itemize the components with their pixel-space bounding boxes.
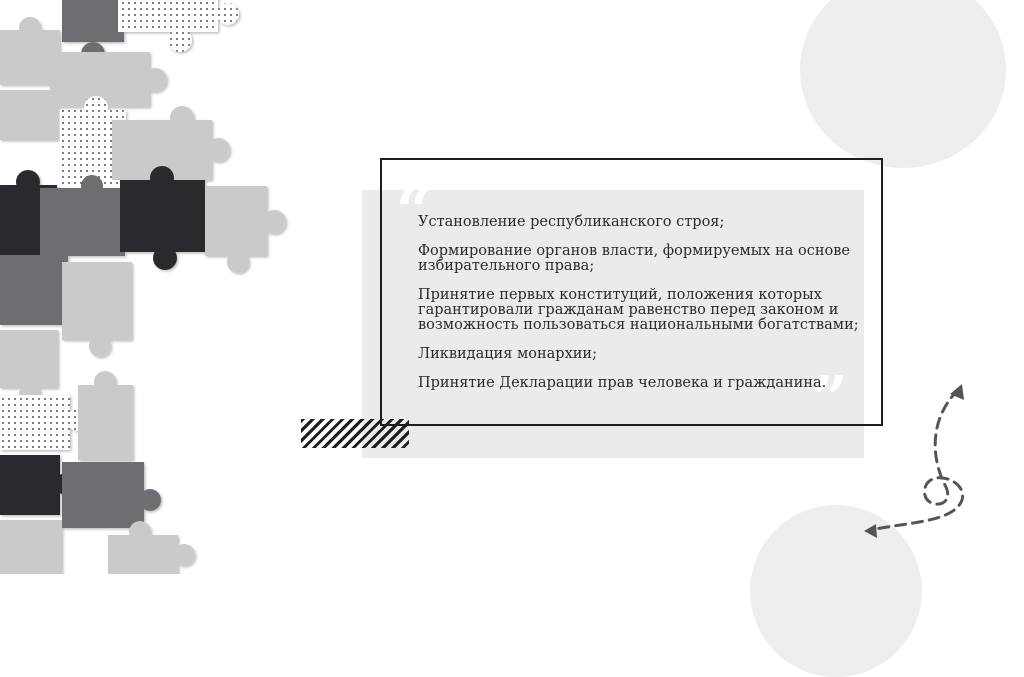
list-item: Установление республиканского строя; xyxy=(418,214,725,230)
quote-text xyxy=(418,215,868,405)
list-item: Формирование органов власти, формируемых на основе избирательного права; xyxy=(418,243,851,274)
decor-circle-top xyxy=(800,0,1006,168)
puzzle-pieces-decoration xyxy=(0,0,300,574)
striped-accent xyxy=(301,419,409,448)
list-item: Ликвидация монархии; xyxy=(418,346,597,362)
close-quote-icon: ” xyxy=(812,362,848,435)
list-item: Принятие первых конституций, положения которых гарантировали гражданам равенство перед законом и возможность пользоваться национальными богатствами; xyxy=(418,287,859,333)
list-item: Принятие Декларации прав человека и гражданина. xyxy=(418,375,827,391)
open-quote-icon: “ xyxy=(396,174,432,247)
dashed-arrow-icon xyxy=(850,380,980,540)
